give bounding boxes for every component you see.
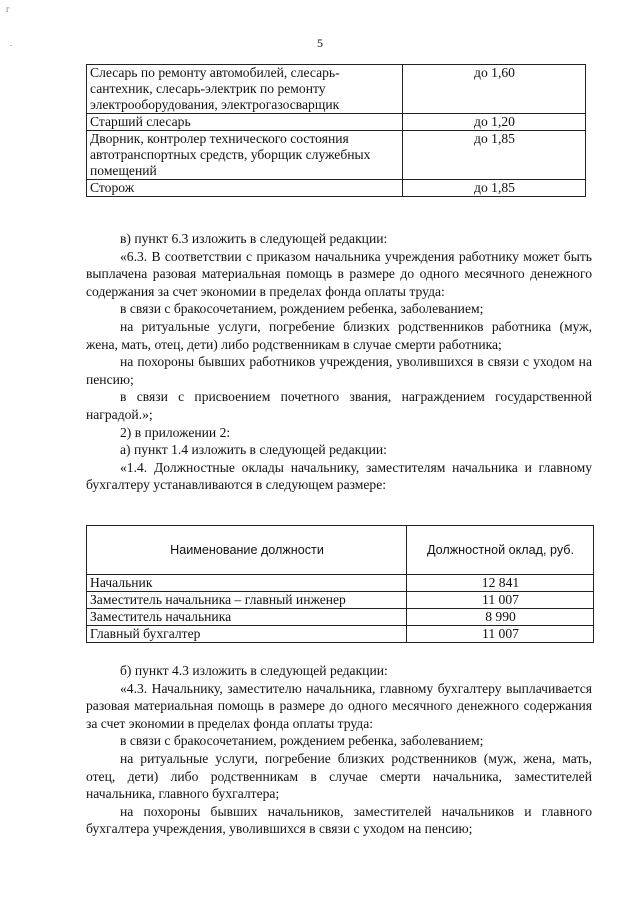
amendment-text-block-1 [86,230,592,494]
table-row [87,65,586,114]
scan-mark: г [6,4,10,14]
paragraph: в) пункт 6.3 изложить в следующей редакции: [120,231,388,246]
salary-cell: 11 007 [407,626,594,643]
position-cell: Заместитель начальника – главный инженер [87,592,407,609]
coefficient-cell: до 1,85 [403,180,586,197]
coefficient-cell: до 1,85 [403,131,586,180]
table-row [87,609,594,626]
position-cell: Слесарь по ремонту автомобилей, слесарь-сантехник, слесарь-электрик по ремонту электрооборудования, электрогазосварщик [87,65,403,114]
paragraph: «1.4. Должностные оклады начальнику, заместителям начальника и главному бухгалтеру устанавливаются в следующем размере: [86,459,592,493]
salary-cell: 11 007 [407,592,594,609]
position-cell: Заместитель начальника [87,609,407,626]
coefficient-cell: до 1,20 [403,114,586,131]
table-header-row [87,526,594,575]
paragraph: «4.3. Начальнику, заместителю начальника, главному бухгалтеру выплачивается разовая материальная помощь в размере до одного месячного денежного содержания за счет экономии в пределах фонда оплаты труда: [86,680,592,731]
paragraph: на похороны бывших начальников, заместителей начальников и главного бухгалтера учреждения, уволившихся в связи с уходом на пенсию; [86,803,592,837]
position-cell: Старший слесарь [87,114,403,131]
salary-cell: 12 841 [407,575,594,592]
table-row [87,131,586,180]
column-header-salary: Должностной оклад, руб. [407,526,594,575]
salary-table [86,525,594,643]
paragraph: в связи с бракосочетанием, рождением ребенка, заболеванием; [120,301,484,317]
coefficient-cell: до 1,60 [403,65,586,114]
paragraph: «6.3. В соответствии с приказом начальника учреждения работнику может быть выплачена разовая материальная помощь в размере до одного месячного денежного содержания за счет экономии в пределах фонда оплаты труда: [86,248,592,299]
paragraph: в связи с бракосочетанием, рождением ребенка, заболеванием; [120,733,484,749]
position-cell: Дворник, контролер технического состояния автотранспортных средств, уборщик служебных помещений [87,131,403,180]
scan-mark: . [10,38,13,48]
paragraph: а) пункт 1.4 изложить в следующей редакции: [120,442,387,458]
paragraph: 2) в приложении 2: [120,424,231,440]
position-cell: Сторож [87,180,403,197]
table-row [87,592,594,609]
position-cell: Главный бухгалтер [87,626,407,643]
paragraph: на похороны бывших работников учреждения, уволившихся в связи с уходом на пенсию; [86,354,592,387]
paragraph: в связи с присвоением почетного звания, награждением государственной наградой.»; [86,389,592,422]
column-header-position: Наименование должности [87,526,407,575]
page-number: 5 [317,36,323,50]
coefficient-table [86,64,586,197]
paragraph: б) пункт 4.3 изложить в следующей редакции: [120,663,388,678]
amendment-text-block-2 [86,662,592,838]
table-row [87,114,586,131]
table-row [87,626,594,643]
table-row [87,575,594,592]
position-cell: Начальник [87,575,407,592]
paragraph: на ритуальные услуги, погребение близких родственников (муж, жена, мать, отец, дети) либо родственникам в случае смерти начальника, заместителей начальника, главного бухгалтера; [86,750,592,802]
salary-cell: 8 990 [407,609,594,626]
table-row [87,180,586,197]
paragraph: на ритуальные услуги, погребение близких родственников работника (муж, жена, мать, отец, дети) либо родственникам в случае смерти работника; [86,318,592,352]
